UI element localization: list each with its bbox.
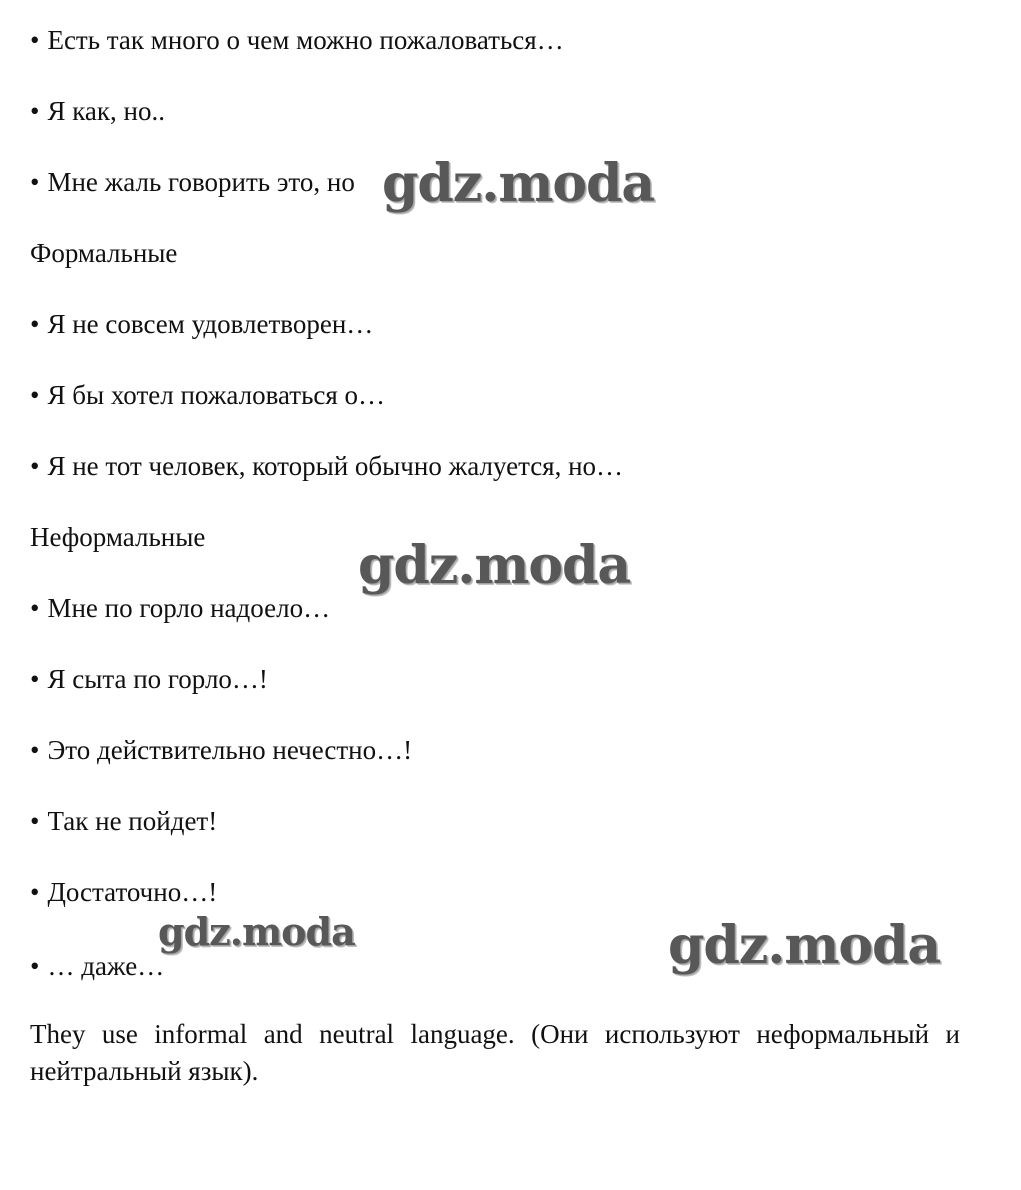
bullet-item-text: Достаточно…! — [47, 877, 218, 907]
section-heading-informal: Неформальные — [30, 522, 206, 552]
bullet-item-text: Я сыта по горло…! — [47, 664, 268, 694]
bullet-marker: • — [30, 951, 40, 981]
bullet-item — [30, 166, 355, 198]
bullet-item — [30, 950, 164, 982]
bullet-item — [30, 450, 623, 482]
bullet-marker: • — [30, 806, 40, 836]
watermark: gdz.moda — [158, 909, 355, 954]
bullet-item — [30, 663, 268, 695]
bullet-marker: • — [30, 96, 40, 126]
bullet-marker: • — [30, 877, 40, 907]
bullet-item — [30, 734, 412, 766]
bullet-item — [30, 592, 330, 624]
bullet-item-text: Так не пойдет! — [47, 806, 218, 836]
bullet-item-text: Это действительно нечестно…! — [47, 735, 413, 765]
bullet-item-text: Мне по горло надоело… — [47, 593, 331, 623]
bullet-marker: • — [30, 664, 40, 694]
bullet-marker: • — [30, 451, 40, 481]
bullet-marker: • — [30, 380, 40, 410]
bullet-item — [30, 876, 217, 908]
bullet-marker: • — [30, 735, 40, 765]
bullet-item-text: Я бы хотел пожаловаться о… — [47, 380, 386, 410]
bullet-item-text: Я как, но.. — [47, 96, 165, 126]
watermark: gdz.moda — [382, 153, 655, 214]
watermark: gdz.moda — [668, 915, 941, 976]
bullet-item-text: … даже… — [47, 951, 165, 981]
bullet-item — [30, 24, 564, 56]
bullet-marker: • — [30, 25, 40, 55]
conclusion-paragraph: They use informal and neutral language. (Они используют неформальный и нейтральный язык). — [30, 1019, 960, 1086]
bullet-marker: • — [30, 167, 40, 197]
bullet-item-text: Есть так много о чем можно пожаловаться… — [47, 25, 564, 55]
section-heading-formal: Формальные — [30, 238, 178, 268]
bullet-item — [30, 95, 165, 127]
bullet-item-text: Мне жаль говорить это, но — [47, 167, 355, 197]
bullet-item — [30, 379, 385, 411]
bullet-item — [30, 805, 217, 837]
bullet-item — [30, 308, 373, 340]
watermark: gdz.moda — [358, 535, 631, 596]
bullet-marker: • — [30, 309, 40, 339]
bullet-item-text: Я не совсем удовлетворен… — [47, 309, 374, 339]
bullet-marker: • — [30, 593, 40, 623]
bullet-item-text: Я не тот человек, который обычно жалуется, но… — [47, 451, 624, 481]
